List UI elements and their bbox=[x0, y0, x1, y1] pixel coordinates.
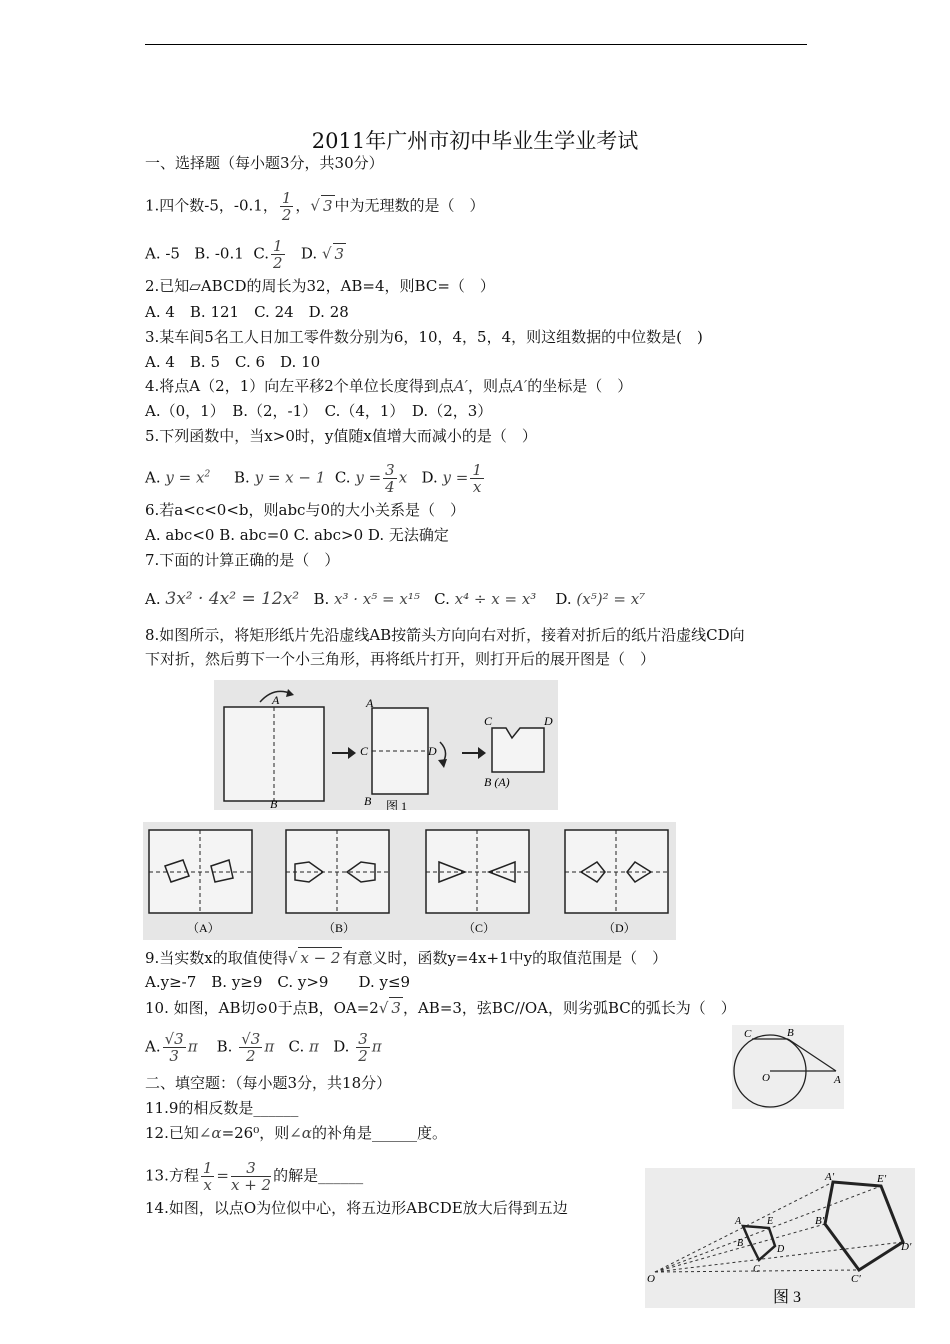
question-2-options: A. 4 B. 121 C. 24 D. 28 bbox=[145, 303, 349, 321]
figure-3 bbox=[645, 1168, 915, 1308]
question-12: 12.已知∠α=26⁰，则∠α的补角是______度。 bbox=[145, 1124, 447, 1142]
question-7: 7.下面的计算正确的是（ ） bbox=[145, 551, 340, 569]
option-c-label: （C） bbox=[463, 921, 496, 935]
option-d-label: （D） bbox=[603, 921, 636, 935]
question-3-options: A. 4 B. 5 C. 6 D. 10 bbox=[145, 353, 321, 371]
fig1-label-c3: C bbox=[484, 714, 493, 728]
page-title: 2011年广州市初中毕业生学业考试 bbox=[311, 129, 639, 153]
question-10-options: A. $\frac{√3}{3}$ π B. $\frac{√3}{2}$ π C. π D. $\frac{3}{2}$ π bbox=[145, 1030, 382, 1065]
fig1-label-c: C bbox=[360, 744, 369, 758]
question-6: 6.若a<c<0<b，则abc与0的大小关系是（ ） bbox=[145, 501, 465, 519]
fig3-label-a: A bbox=[735, 1216, 742, 1227]
question-4-options: A.（0，1） B.（2，-1） C.（4，1） D.（2，3） bbox=[145, 402, 493, 420]
header-rule bbox=[145, 44, 807, 45]
question-14: 14.如图，以点O为位似中心，将五边形ABCDE放大后得到五边 bbox=[145, 1199, 568, 1217]
figure-options-drawing bbox=[143, 822, 676, 940]
fig3-label-c1: C′ bbox=[851, 1273, 861, 1285]
fig3-label-e: E bbox=[767, 1216, 774, 1227]
figure-circle-tangent bbox=[732, 1025, 844, 1109]
fig10-label-b: B bbox=[787, 1027, 794, 1039]
fig1-label-d: D bbox=[428, 744, 437, 758]
question-8-line-1: 8.如图所示，将矩形纸片先沿虚线AB按箭头方向向右对折，接着对折后的纸片沿虚线CD向 bbox=[145, 626, 745, 644]
question-2: 2.已知▱ABCD的周长为32，AB=4，则BC=（ ） bbox=[145, 277, 495, 295]
question-13: 13.方程 $\frac{1}{x}$ = $\frac{3}{x + 2}$ 的解是______ bbox=[145, 1159, 364, 1194]
fig10-label-c: C bbox=[744, 1028, 752, 1040]
fig3-caption: 图 3 bbox=[773, 1289, 802, 1306]
question-9-options: A.y≥-7 B. y≥9 C. y>9 D. y≤9 bbox=[145, 973, 411, 991]
fig3-label-c: C bbox=[753, 1264, 760, 1275]
figure-1-drawing bbox=[214, 680, 558, 810]
fig3-label-a1: A′ bbox=[825, 1171, 835, 1183]
question-1-options: A. -5 B. -0.1 C. $\frac{1}{2}$ D. √ 3 bbox=[145, 237, 345, 272]
question-8-line-2: 下对折，然后剪下一个小三角形，再将纸片打开，则打开后的展开图是（ ） bbox=[145, 650, 656, 668]
fig3-label-e1: E′ bbox=[877, 1173, 887, 1185]
question-10: 10. 如图，AB切⊙0于点B，OA=2√ 3 ，AB=3，弦BC//OA，则劣弧BC的弧长为（ ） bbox=[145, 999, 736, 1017]
fig10-label-o: O bbox=[762, 1072, 770, 1084]
figure-1 bbox=[214, 680, 558, 810]
section-1-heading: 一、选择题（每小题3分，共30分） bbox=[145, 154, 384, 172]
fig10-label-a: A bbox=[834, 1074, 841, 1086]
figure-circle-tangent-drawing bbox=[732, 1025, 844, 1109]
fig1-label-a2: A bbox=[366, 696, 374, 710]
fig3-label-d: D bbox=[777, 1244, 785, 1255]
question-11: 11.9的相反数是______ bbox=[145, 1099, 299, 1117]
question-5-options: A. $y = x^2$ B. y = x − 1 C. y = $\frac{3}{4}$ x D. y = $\frac{1}{x}$ bbox=[145, 461, 482, 496]
fig1-label-a: A bbox=[272, 693, 280, 707]
question-6-options: A. abc<0 B. abc=0 C. abc>0 D. 无法确定 bbox=[145, 526, 449, 544]
fig1-label-b: B bbox=[270, 797, 278, 810]
question-3: 3.某车间5名工人日加工零件数分别为6，10，4，5，4，则这组数据的中位数是( ) bbox=[145, 328, 703, 346]
fig3-label-o: O bbox=[647, 1273, 655, 1285]
fig3-label-d1: D′ bbox=[901, 1241, 912, 1253]
fig1-caption: 图 1 bbox=[386, 799, 408, 810]
question-7-options: A. 3x² · 4x² = 12x² B. x³ · x⁵ = x¹⁵ C. x⁴ ÷ x = x³ D. (x⁵)² = x⁷ bbox=[145, 589, 646, 609]
section-2-heading: 二、填空题：（每小题3分，共18分） bbox=[145, 1074, 392, 1092]
fig3-label-b1: B′ bbox=[815, 1215, 825, 1227]
question-9: 9.当实数x的取值使得√ x − 2 有意义时，函数y=4x+1中y的取值范围是（ ） bbox=[145, 949, 668, 967]
option-b-label: （B） bbox=[323, 921, 356, 935]
fig3-label-b: B bbox=[737, 1238, 744, 1249]
question-5: 5.下列函数中，当x>0时，y值随x值增大而减小的是（ ） bbox=[145, 427, 537, 445]
fig1-label-d3: D bbox=[544, 714, 553, 728]
option-a-label: （A） bbox=[187, 921, 220, 935]
fig1-label-ba: B (A) bbox=[484, 775, 510, 789]
question-1: 1.四个数-5，-0.1， $\frac{1}{2}$ ，√ 3 中为无理数的是（ ） bbox=[145, 189, 485, 224]
figure-3-drawing bbox=[645, 1168, 915, 1308]
figure-options bbox=[143, 822, 676, 940]
fig1-label-b2: B bbox=[364, 794, 372, 808]
question-4: 4.将点A（2，1）向左平移2个单位长度得到点A′，则点A′的坐标是（ ） bbox=[145, 377, 633, 395]
